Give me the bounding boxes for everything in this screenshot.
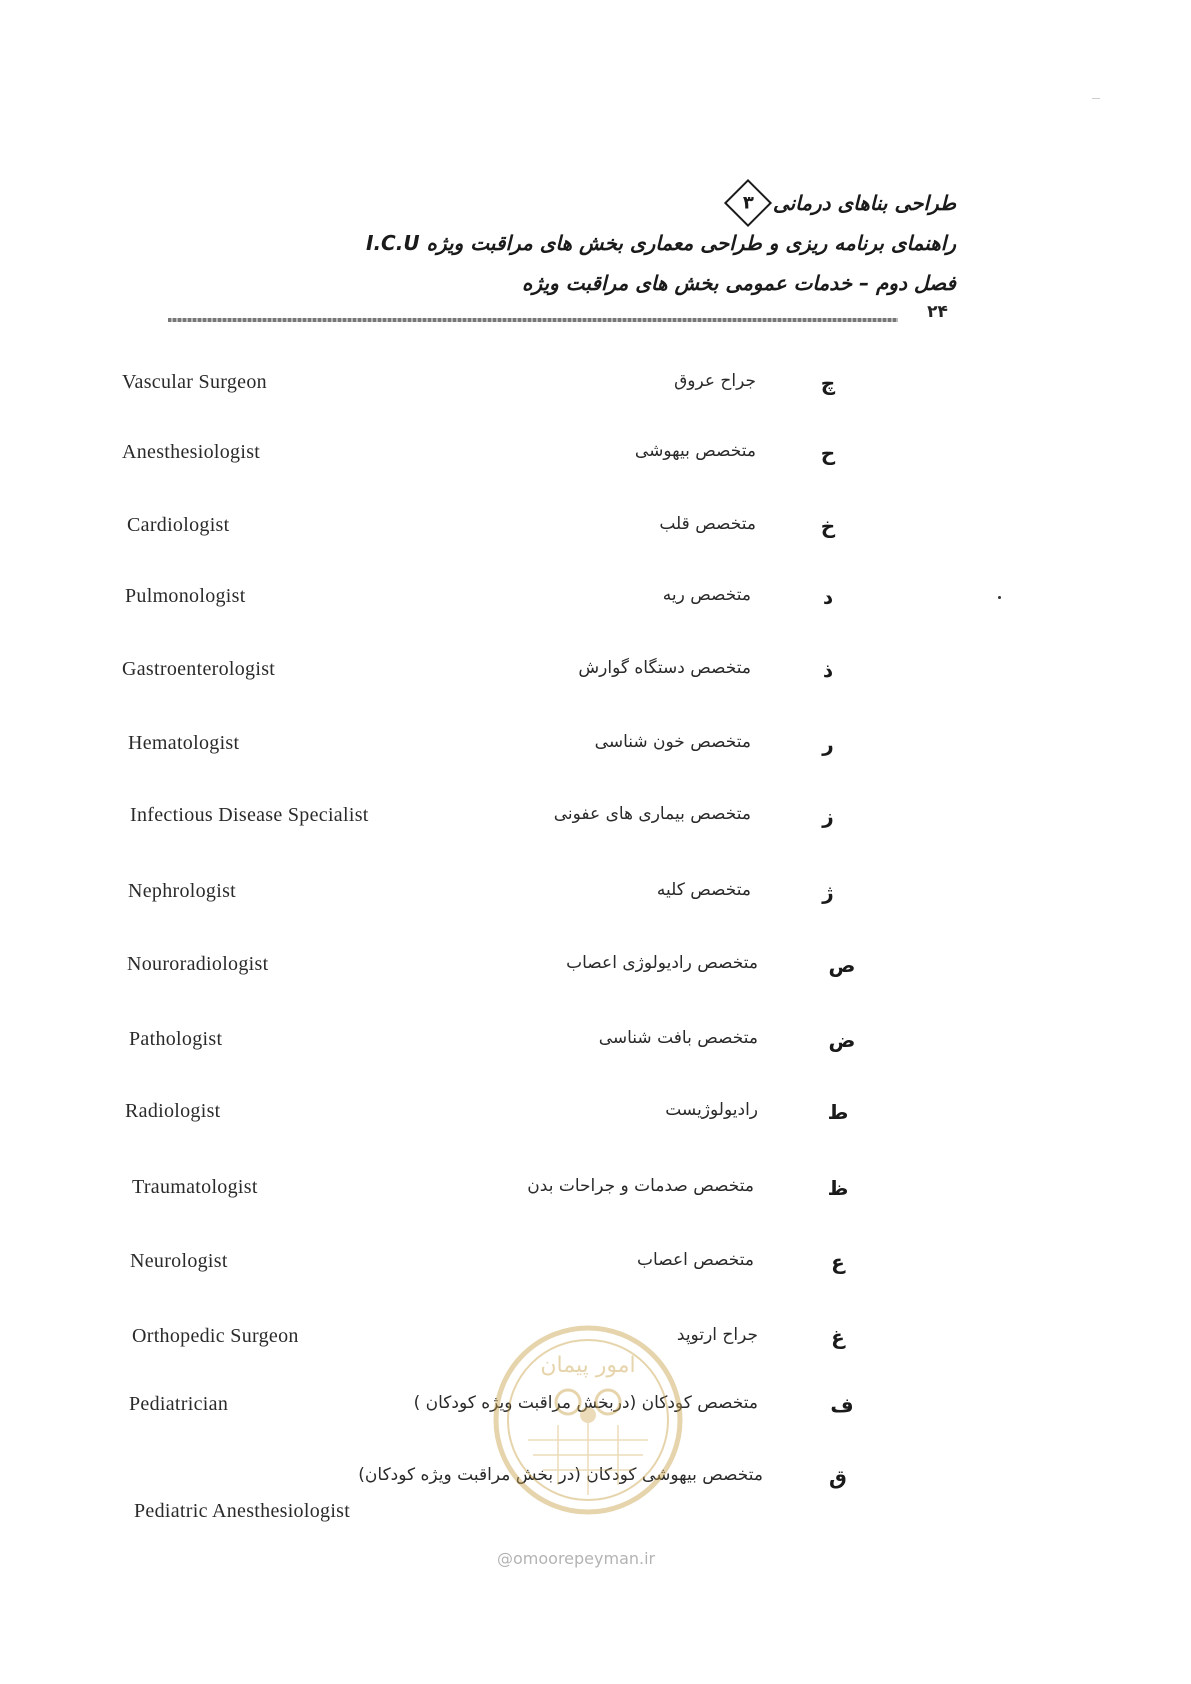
- list-letter: ظ: [827, 1176, 849, 1200]
- english-term: Pathologist: [129, 1028, 223, 1050]
- persian-term: متخصص ریه: [662, 585, 751, 605]
- list-item: [0, 953, 1191, 993]
- persian-term: متخصص صدمات و جراحات بدن: [527, 1176, 754, 1196]
- english-term: Pediatrician: [129, 1393, 229, 1415]
- list-letter: ع: [831, 1250, 845, 1274]
- list-letter: غ: [831, 1325, 845, 1349]
- english-term: Hematologist: [128, 732, 240, 754]
- margin-mark: [1092, 98, 1100, 99]
- list-letter: ق: [829, 1465, 847, 1489]
- persian-term: متخصص بافت شناسی: [598, 1028, 758, 1048]
- english-term: Vascular Surgeon: [122, 371, 267, 393]
- list-letter: ز: [822, 804, 834, 828]
- list-item: [0, 514, 1191, 554]
- header-line-1: [366, 183, 956, 223]
- persian-term: متخصص دستگاه گوارش: [578, 658, 751, 678]
- watermark-logo-text: امور پیمان: [540, 1353, 636, 1378]
- list-item: [0, 1250, 1191, 1290]
- english-term: Neurologist: [130, 1250, 228, 1272]
- persian-term: جراح ارتوپد: [676, 1325, 758, 1345]
- english-term: Anesthesiologist: [122, 441, 261, 463]
- list-item: [0, 371, 1191, 411]
- english-term: Nouroradiologist: [127, 953, 269, 975]
- english-term: Gastroenterologist: [122, 658, 276, 680]
- volume-number: ۳: [742, 192, 754, 213]
- list-letter: ف: [830, 1393, 854, 1417]
- list-item: [0, 1176, 1191, 1216]
- persian-term: متخصص خون شناسی: [594, 732, 751, 752]
- list-letter: ژ: [822, 880, 834, 904]
- persian-term: جراح عروق: [674, 371, 756, 391]
- persian-term: متخصص رادیولوژی اعصاب: [566, 953, 758, 973]
- english-term: Cardiologist: [127, 514, 230, 536]
- english-term: Orthopedic Surgeon: [132, 1325, 299, 1347]
- english-term: Radiologist: [125, 1100, 221, 1122]
- header-line-3: فصل دوم – خدمات عمومی بخش های مراقبت ویژه: [522, 271, 956, 295]
- persian-term: متخصص کودکان (دربخش مراقبت ویژه کودکان ): [413, 1393, 758, 1413]
- english-term: Nephrologist: [128, 880, 237, 902]
- english-term: Infectious Disease Specialist: [130, 804, 369, 826]
- list-letter: د: [822, 585, 834, 609]
- list-item: [0, 1100, 1191, 1140]
- persian-term: متخصص کلیه: [656, 880, 751, 900]
- persian-term: متخصص اعصاب: [637, 1250, 754, 1270]
- header-line-2: راهنمای برنامه ریزی و طراحی معماری بخش های مراقبت ویژه I.C.U: [366, 231, 956, 255]
- english-term: Pulmonologist: [125, 585, 246, 607]
- list-letter: ر: [822, 732, 834, 756]
- list-letter: ذ: [822, 658, 834, 682]
- list-letter: ط: [827, 1100, 849, 1124]
- list-item: [0, 732, 1191, 772]
- list-item: [0, 585, 1191, 625]
- watermark-url: @omoorepeyman.ir: [497, 1549, 656, 1568]
- list-letter: ح: [820, 441, 836, 465]
- list-item: [0, 658, 1191, 698]
- list-letter: چ: [820, 371, 836, 395]
- persian-term: متخصص بیماری های عفونی: [553, 804, 751, 824]
- list-letter: ص: [828, 953, 856, 977]
- persian-term: متخصص بیهوشی: [634, 441, 756, 461]
- list-item: [0, 1028, 1191, 1068]
- list-item: [0, 880, 1191, 920]
- at-icon: @: [497, 1549, 513, 1568]
- book-title: طراحی بناهای درمانی: [772, 191, 956, 215]
- list-item: [0, 441, 1191, 481]
- english-term: Pediatric Anesthesiologist: [134, 1500, 351, 1522]
- page-number: ۲۴: [927, 302, 948, 322]
- english-term: Traumatologist: [132, 1176, 258, 1198]
- list-item: [0, 804, 1191, 844]
- persian-term: رادیولوژیست: [665, 1100, 758, 1120]
- list-letter: خ: [820, 514, 836, 538]
- list-letter: ض: [828, 1028, 856, 1052]
- page-header: [366, 183, 956, 303]
- watermark-logo-icon: [488, 1320, 688, 1520]
- header-rule: [168, 318, 898, 322]
- volume-diamond-icon: [724, 179, 772, 227]
- persian-term: متخصص بیهوشی کودکان (در بخش مراقبت ویژه کودکان): [358, 1465, 763, 1485]
- persian-term: متخصص قلب: [659, 514, 756, 534]
